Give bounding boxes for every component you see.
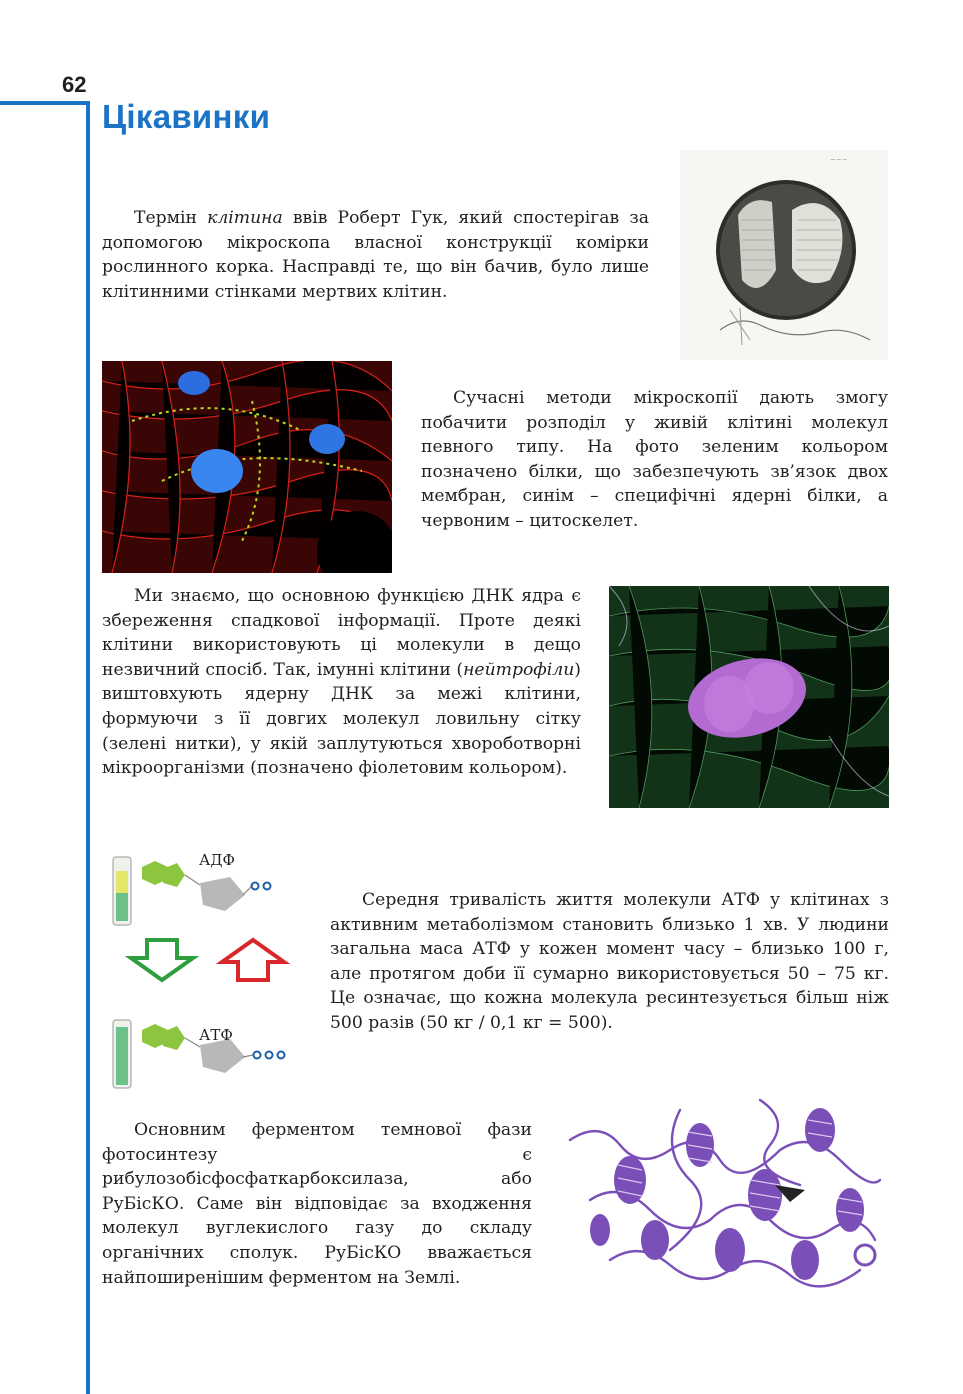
paragraph-microscopy: Сучасні методи мікроскопії дають змогу побачити розподіл у живій клітині молекул певного типу. На фото зеленим кольором позначено білки, що забезпечують зв’язок двох мембран, синім – специфічні ядерні білки, а червоним – цитоскелет. (421, 388, 888, 531)
hooke-cork-illustration (680, 150, 888, 360)
atp-adp-cycle-diagram (105, 845, 315, 1095)
adp-label: АДФ (199, 851, 236, 869)
paragraph-hooke: Термін клітина ввів Роберт Гук, який спостерігав за допомогою мікроскопа власної конструкції комірки рослинного корка. Насправді те, що він бачив, було лише клітинними стінками мертвих клітин. (102, 208, 649, 302)
paragraph-neutrophils: Ми знаємо, що основною функцією ДНК ядра є збереження спадкової інформації. Проте деякі клітини використовують ці молекули в дещо незвичний спосіб. Так, імунні клітини (нейтрофіли) виштовхують ядерну ДНК за межі клітини, формуючи з її довгих молекул ловильну сітку (зелені нитки), у якій заплутуються хвороботворні мікроорганізми (позначено фіолетовим кольором). (102, 586, 581, 779)
rubisco-protein-structure (560, 1090, 890, 1295)
paragraph-atp: Середня тривалість життя молекули АТФ у клітинах з активним метаболізмом становить близько 1 хв. У людини загальна маса АТФ у кожен момент часу – близько 100 г, але протягом доби її сумарно використовується 50 – 75 кг. Це означає, що кожна молекула ресинтезується більш ніж 500 разів (50 кг / 0,1 кг = 500). (330, 890, 889, 1033)
page-number: 62 (62, 72, 87, 97)
header-rule (0, 101, 90, 105)
svg-text:~~~: ~~~ (830, 156, 848, 164)
page-title: Цікавинки (102, 98, 271, 135)
fluorescence-microscopy-photo (102, 361, 392, 573)
paragraph-rubisco: Основним ферментом темнової фази фотосинтезу є рибулозобісфосфаткарбоксилаза, або РуБісКО. Саме він відповідає за входження молекул вуглекислого газу до складу органічних сполук. РуБісКО вважається найпоширенішим ферментом на Землі. (102, 1120, 532, 1288)
arrow-down-icon (131, 940, 193, 980)
neutrophil-dna-net-photo (609, 586, 889, 808)
margin-rule (86, 101, 90, 1394)
atp-label: АТФ (199, 1026, 233, 1044)
arrow-up-icon (222, 940, 284, 980)
